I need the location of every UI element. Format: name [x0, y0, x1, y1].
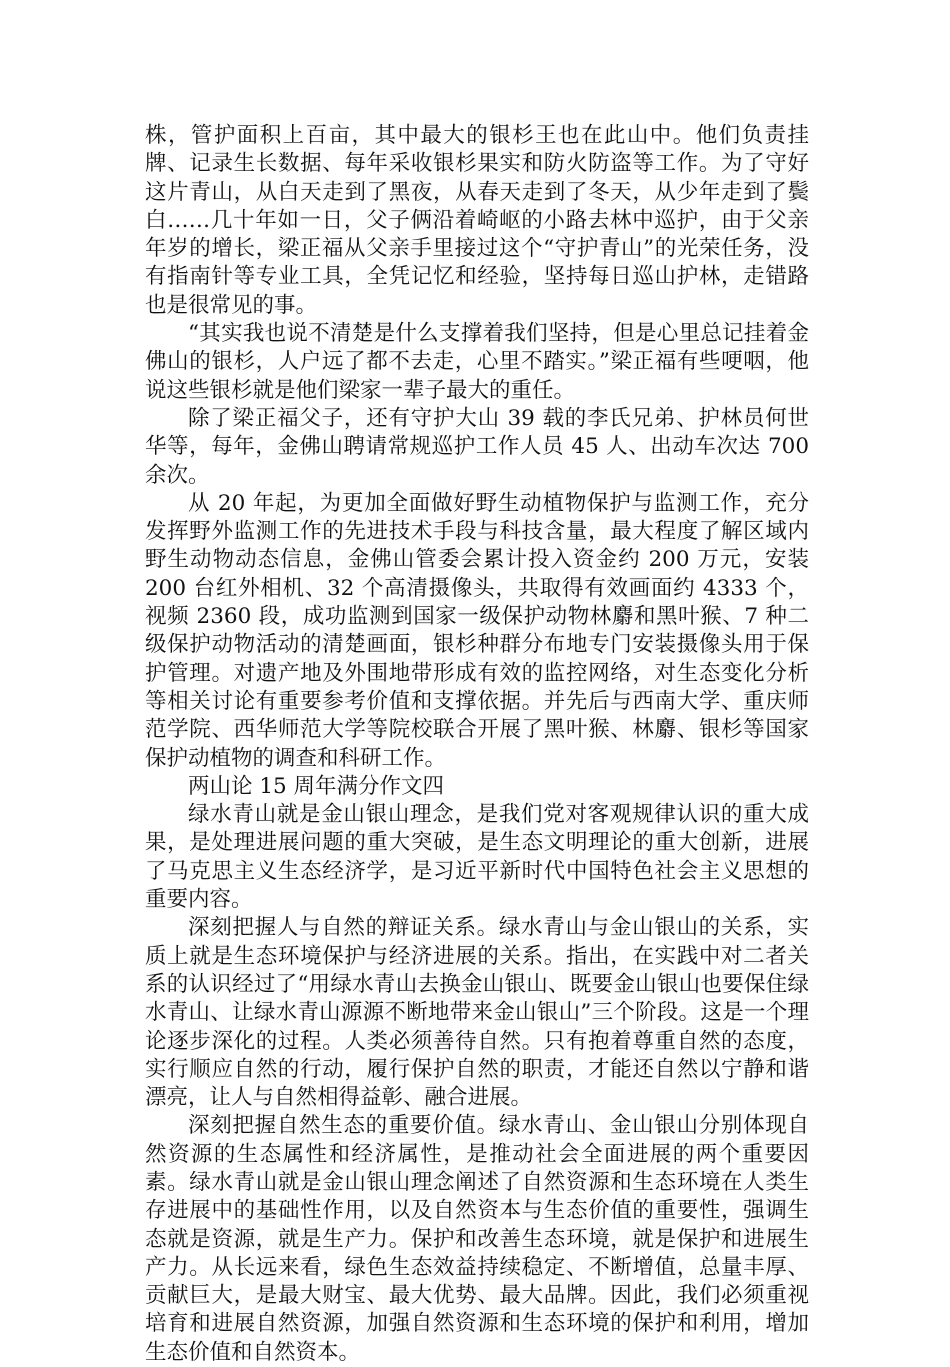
paragraph-relationship: 深刻把握人与自然的辩证关系。绿水青山与金山银山的关系，实质上就是生态环境保护与经济进展的关系。指出，在实践中对二者关系的认识经过了“用绿水青山去换金山银山、既要金山银山也要保住绿水青山、让绿水青山源源不断地带来金山银山”三个阶段。这是一个理论逐步深化的过程。人类必须善待自然。只有抱着尊重自然的态度，实行顺应自然的行动，履行保护自然的职责，才能还自然以宁静和谐漂亮，让人与自然相得益彰、融合进展。	[145, 915, 809, 1111]
paragraph-continued: 株，管护面积上百亩，其中最大的银杉王也在此山中。他们负责挂牌、记录生长数据、每年采收银杉果实和防火防盗等工作。为了守好这片青山，从白天走到了黑夜，从春天走到了冬天，从少年走到了鬓白……几十年如一日，父子俩沿着崎岖的小路去林中巡护，由于父亲年岁的增长，梁正福从父亲手里接过这个“守护青山”的光荣任务，没有指南针等专业工具，全凭记忆和经验，坚持每日巡山护林，走错路也是很常见的事。	[145, 123, 809, 318]
section-heading: 两山论 15 周年满分作文四	[188, 773, 445, 799]
paragraph-patrol: 除了梁正福父子，还有守护大山 39 载的李氏兄弟、护林员何世华等，每年，金佛山聘请常规巡护工作人员 45 人、出动车次达 700 余次。	[145, 405, 809, 488]
document-body	[145, 122, 809, 1367]
paragraph-concept: 绿水青山就是金山银山理念，是我们党对客观规律认识的重大成果，是处理进展问题的重大突破，是生态文明理论的重大创新，进展了马克思主义生态经济学，是习近平新时代中国特色社会主义思想的重要内容。	[145, 802, 809, 913]
paragraph-monitoring: 从 20 年起，为更加全面做好野生动植物保护与监测工作，充分发挥野外监测工作的先进技术手段与科技含量，最大程度了解区域内野生动物动态信息，金佛山管委会累计投入资金约 200 万元，安装 200 台红外相机、32 个高清摄像头，共取得有效画面约 4333 个，视频 2360 段，成功监测到国家一级保护动物林麝和黑叶猴、7 种二级保护动物活动的清楚画面，银杉种群分布地专门安装摄像头用于保护管理。对遗产地及外围地带形成有效的监控网络，对生态变化分析等相关讨论有重要参考价值和支撑依据。并先后与西南大学、重庆师范学院、西华师范大学等院校联合开展了黑叶猴、林麝、银杉等国家保护动植物的调查和科研工作。	[145, 490, 809, 771]
paragraph-value: 深刻把握自然生态的重要价值。绿水青山、金山银山分别体现自然资源的生态属性和经济属性，是推动社会全面进展的两个重要因素。绿水青山就是金山银山理念阐述了自然资源和生态环境在人类生存进展中的基础性作用，以及自然资本与生态价值的重要性，强调生态就是资源，就是生产力。保护和改善生态环境，就是保护和进展生产力。从长远来看，绿色生态效益持续稳定、不断增值，总量丰厚、贡献巨大，是最大财宝、最大优势、最大品牌。因此，我们必须重视培育和进展自然资源，加强自然资源和生态环境的保护和利用，增加生态价值和自然资本。	[145, 1113, 809, 1365]
paragraph-quote: “其实我也说不清楚是什么支撑着我们坚持，但是心里总记挂着金佛山的银杉，人户远了都不去走，心里不踏实。”梁正福有些哽咽，他说这些银杉就是他们梁家一辈子最大的重任。	[145, 321, 809, 403]
